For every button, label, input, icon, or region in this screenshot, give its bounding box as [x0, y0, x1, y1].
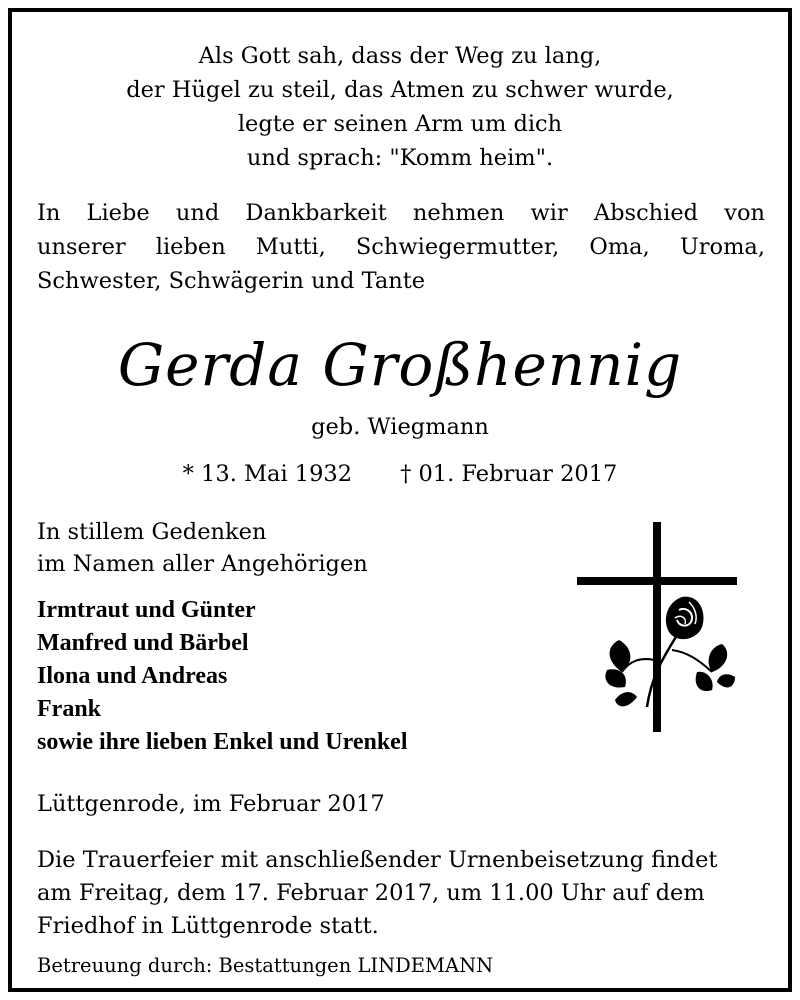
family-member: Manfred und Bärbel	[37, 630, 249, 656]
cross-with-rose-icon	[577, 522, 737, 742]
poem-line: Als Gott sah, dass der Weg zu lang,	[198, 43, 602, 69]
farewell-line: Schwester, Schwägerin und Tante	[37, 268, 426, 294]
deceased-name: Gerda Großhennig	[117, 331, 683, 399]
service-line: Friedhof in Lüttgenrode statt.	[37, 913, 379, 939]
service-line: Die Trauerfeier mit anschließender Urnenbeisetzung findet	[37, 847, 718, 873]
family-member: Irmtraut und Günter	[37, 597, 256, 623]
service-info	[37, 844, 769, 943]
family-member: sowie ihre lieben Enkel und Urenkel	[37, 729, 408, 755]
farewell-text	[37, 196, 765, 298]
death-date: † 01. Februar 2017	[400, 461, 618, 487]
family-member: Ilona und Andreas	[37, 663, 228, 689]
obituary-frame	[8, 8, 792, 992]
place-date: Lüttgenrode, im Februar 2017	[37, 791, 385, 817]
poem	[12, 39, 788, 175]
farewell-line: In Liebe und Dankbarkeit nehmen wir Abschied von	[37, 200, 765, 226]
poem-line: legte er seinen Arm um dich	[237, 111, 563, 137]
family-list	[37, 594, 408, 759]
memory-text	[37, 516, 368, 580]
memory-line: im Namen aller Angehörigen	[37, 551, 368, 577]
birth-name: geb. Wiegmann	[311, 414, 489, 440]
birth-date: * 13. Mai 1932	[182, 461, 353, 487]
memory-line: In stillem Gedenken	[37, 519, 267, 545]
service-line: am Freitag, dem 17. Februar 2017, um 11.00 Uhr auf dem	[37, 880, 705, 906]
life-dates	[12, 459, 788, 489]
family-member: Frank	[37, 696, 102, 722]
funeral-home: Betreuung durch: Bestattungen LINDEMANN	[37, 954, 494, 977]
poem-line: und sprach: "Komm heim".	[246, 145, 554, 171]
poem-line: der Hügel zu steil, das Atmen zu schwer wurde,	[126, 77, 674, 103]
farewell-line: unserer lieben Mutti, Schwiegermutter, Oma, Uroma,	[37, 234, 765, 260]
